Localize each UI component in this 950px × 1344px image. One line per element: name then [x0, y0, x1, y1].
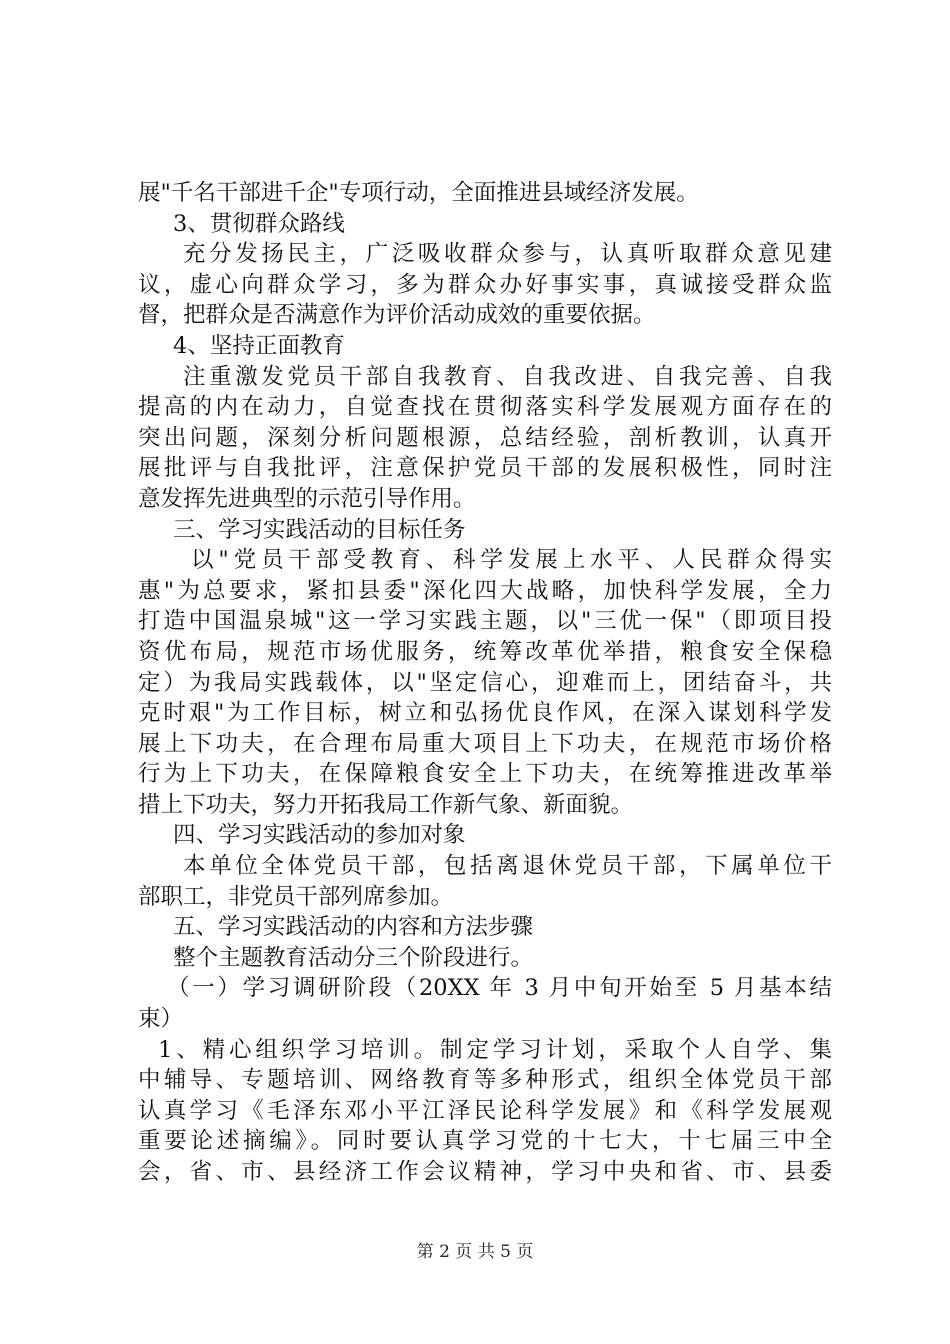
text-line: 以"党员干部受教育、科学发展上水平、人民群众得实 [191, 547, 832, 574]
text-line: 惠"为总要求，紧扣县委"深化四大战略，加快科学发展，全力 [138, 577, 832, 604]
section-heading: 三、学习实践活动的目标任务 [173, 516, 466, 543]
text-line: 整个主题教育活动分三个阶段进行。 [173, 944, 534, 971]
text-line: 本单位全体党员干部，包括离退休党员干部，下属单位干 [183, 853, 832, 880]
section-heading: 4、坚持正面教育 [173, 332, 345, 359]
text-line: 1、精心组织学习培训。制定学习计划，采取个人自学、集 [158, 1036, 832, 1063]
text-line: 展"千名干部进千企"专项行动，全面推进县域经济发展。 [138, 180, 699, 206]
text-line: 认真学习《毛泽东邓小平江泽民论科学发展》和《科学发展观 [138, 1097, 832, 1124]
text-line: 重要论述摘编》。同时要认真学习党的十七大，十七届三中全 [138, 1128, 832, 1155]
text-line: 部职工，非党员干部列席参加。 [138, 883, 454, 910]
text-line: 展上下功夫，在合理布局重大项目上下功夫，在规范市场价格 [138, 730, 832, 757]
text-line: 会，省、市、县经济工作会议精神，学习中央和省、市、县委 [138, 1159, 832, 1185]
text-line: 意发挥先进典型的示范引导作用。 [138, 485, 476, 512]
page-footer: 第 2 页 共 5 页 [416, 1242, 534, 1262]
text-line: 注重激发党员干部自我教育、自我改进、自我完善、自我 [183, 363, 832, 390]
text-line: 打造中国温泉城"这一学习实践主题，以"三优一保"（即项目投 [138, 608, 832, 635]
text-line: 中辅导、专题培训、网络教育等多种形式，组织全体党员干部 [138, 1067, 832, 1094]
section-heading: 3、贯彻群众路线 [173, 210, 345, 237]
text-line: 定）为我局实践载体，以"坚定信心，迎难而上，团结奋斗，共 [138, 669, 832, 696]
text-line: 行为上下功夫，在保障粮食安全上下功夫，在统筹推进改革举 [138, 761, 832, 788]
section-heading: 五、学习实践活动的内容和方法步骤 [173, 914, 534, 941]
text-line: 提高的内在动力，自觉查找在贯彻落实科学发展观方面存在的 [138, 394, 832, 421]
text-line: 克时艰"为工作目标，树立和弘扬优良作风，在深入谋划科学发 [138, 700, 832, 727]
text-line: 措上下功夫，努力开拓我局工作新气象、新面貌。 [138, 791, 634, 818]
section-heading: 四、学习实践活动的参加对象 [173, 822, 466, 849]
section-heading: （一）学习调研阶段（20XX 年 3 月中旬开始至 5 月基本结 [167, 975, 832, 1002]
text-line: 束） [138, 1006, 184, 1033]
text-line: 资优布局，规范市场优服务，统筹改革优举措，粮食安全保稳 [138, 638, 832, 665]
text-line: 议，虚心向群众学习，多为群众办好事实事，真诚接受群众监 [138, 271, 832, 298]
text-line: 充分发扬民主，广泛吸收群众参与，认真听取群众意见建 [183, 241, 832, 268]
text-line: 突出问题，深刻分析问题根源，总结经验，剖析教训，认真开 [138, 424, 832, 451]
text-line: 督，把群众是否满意作为评价活动成效的重要依据。 [138, 302, 656, 329]
text-line: 展批评与自我批评，注意保护党员干部的发展积极性，同时注 [138, 455, 832, 482]
document-body [138, 178, 832, 1188]
